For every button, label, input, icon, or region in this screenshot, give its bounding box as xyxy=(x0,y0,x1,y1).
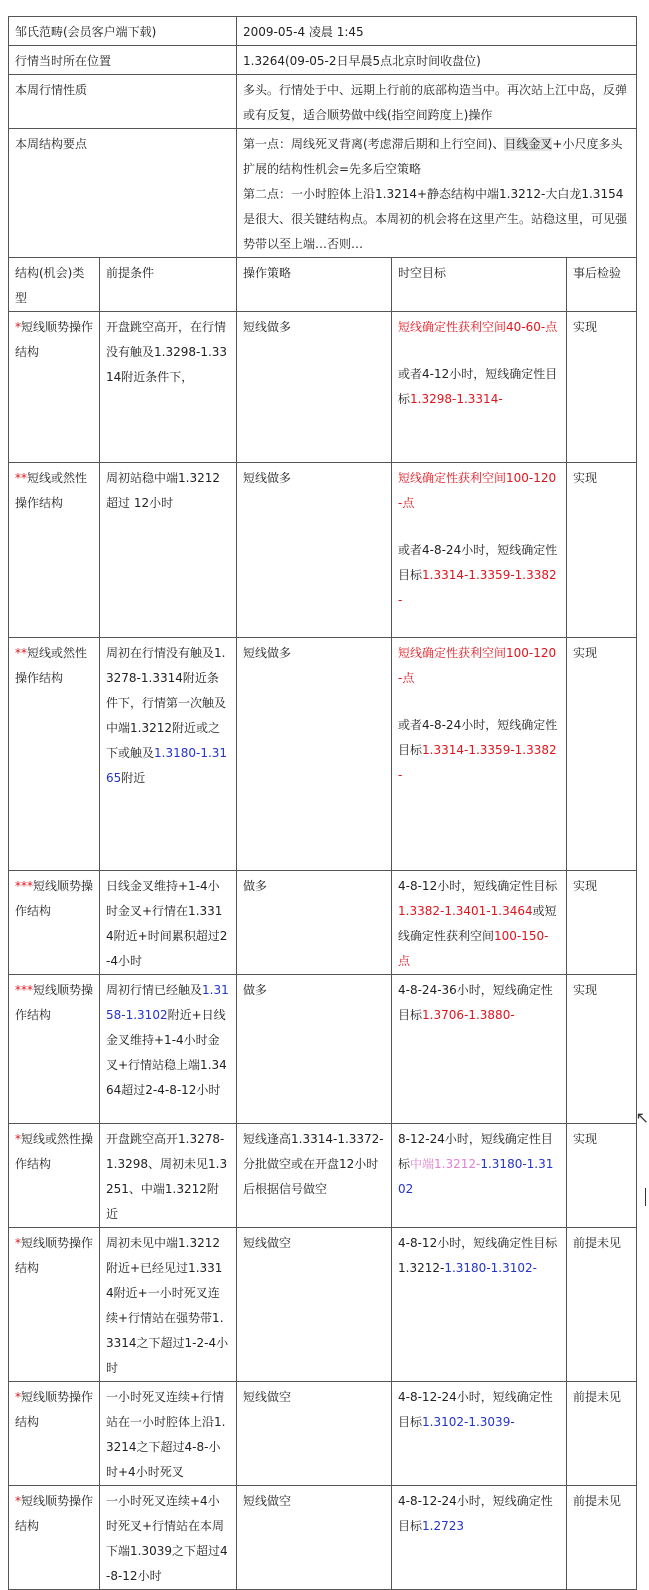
target-red-values: 1.3314-1.3359-1.3382- xyxy=(398,568,557,607)
type-text: 短线顺势操作结构 xyxy=(15,879,94,918)
target-text: 4-8-24-36小时，短线确定性目标 xyxy=(398,983,553,1022)
row-check: 实现 xyxy=(567,1124,637,1228)
points-value xyxy=(237,129,637,258)
row-check: 实现 xyxy=(567,312,637,463)
row-check: 前提未见 xyxy=(567,1228,637,1382)
table-row xyxy=(9,463,637,638)
target-red: 短线确定性获利空间100-120-点 xyxy=(398,471,557,510)
row-type xyxy=(9,871,100,975)
col-premise: 前提条件 xyxy=(100,258,237,312)
row-type xyxy=(9,1228,100,1382)
text-cursor-icon xyxy=(645,1188,649,1206)
premise-text: 周初未见中端1.3212附近+已经见过1.3314附近+一小时死叉连续+行情站在强势带1.3314之下超过1-2-4小时 xyxy=(106,1236,229,1375)
row-check: 实现 xyxy=(567,975,637,1124)
table-row xyxy=(9,638,637,871)
table-row xyxy=(9,871,637,975)
row-strategy: 短线做多 xyxy=(237,638,392,871)
type-text: 短线顺势操作结构 xyxy=(15,983,94,1022)
row-target xyxy=(392,1124,567,1228)
premise-text: 一小时死叉连续+行情站在一小时腔体上沿1.3214之下超过4-8-小时+4小时死叉 xyxy=(106,1390,226,1479)
target-text: 或者4-8-24小时，短线确定性目标 xyxy=(398,543,558,582)
nature-value: 多头。行情处于中、远期上行前的底部构造当中。再次站上江中岛，反弹或有反复，适合顺势做中线(指空间跨度上)操作 xyxy=(237,75,637,129)
premise-text: 周初行情已经触及 xyxy=(106,983,203,997)
analysis-table xyxy=(8,16,637,1590)
row-strategy: 短线做空 xyxy=(237,1228,392,1382)
row-strategy: 短线做空 xyxy=(237,1486,392,1590)
point1-a: 第一点：周线死叉背离(考虑滞后期和上行空间)、 xyxy=(243,137,505,151)
row-check: 前提未见 xyxy=(567,1486,637,1590)
table-row xyxy=(9,1228,637,1382)
type-text: 短线顺势操作结构 xyxy=(15,1236,94,1275)
row-premise xyxy=(100,638,237,871)
row-target xyxy=(392,975,567,1124)
header-row-position xyxy=(9,46,637,75)
row-target xyxy=(392,871,567,975)
target-text-b: 或短线确定性获利空间 xyxy=(398,904,557,943)
row-premise xyxy=(100,975,237,1124)
row-strategy: 短线逢高1.3314-1.3372-分批做空或在开盘12小时后根据信号做空 xyxy=(237,1124,392,1228)
star-rating: * xyxy=(15,1236,21,1250)
star-rating: * xyxy=(15,1390,21,1404)
star-rating: *** xyxy=(15,983,33,997)
premise-text: 一小时死叉连续+4小时死叉+行情站在本周下端1.3039之下超过4-8-12小时 xyxy=(106,1494,228,1583)
type-text: 短线顺势操作结构 xyxy=(15,320,94,359)
row-target xyxy=(392,1382,567,1486)
row-premise xyxy=(100,1382,237,1486)
target-red: 1.3706-1.3880- xyxy=(422,1008,515,1022)
row-target xyxy=(392,1486,567,1590)
row-check: 实现 xyxy=(567,871,637,975)
row-premise xyxy=(100,1124,237,1228)
target-blue: 1.2723 xyxy=(422,1519,465,1533)
row-strategy: 做多 xyxy=(237,871,392,975)
position-value: 1.3264(09-05-2日早晨5点北京时间收盘位) xyxy=(237,46,637,75)
premise-text-end: 附近+日线金叉维持+1-4小时金叉+行情站稳上端1.3464超过2-4-8-12小时 xyxy=(106,1008,227,1097)
target-text: 或者4-8-24小时，短线确定性目标 xyxy=(398,718,558,757)
star-rating: ** xyxy=(15,646,27,660)
target-text: 8-12-24小时，短线确定性目标 xyxy=(398,1132,553,1171)
row-check: 前提未见 xyxy=(567,1382,637,1486)
row-premise xyxy=(100,463,237,638)
target-text: 4-8-12小时，短线确定性目标1.3212- xyxy=(398,1236,558,1275)
row-premise xyxy=(100,1228,237,1382)
header-row-nature xyxy=(9,75,637,129)
row-premise xyxy=(100,312,237,463)
row-premise xyxy=(100,1486,237,1590)
type-text: 短线或然性操作结构 xyxy=(15,471,88,510)
author-label: 邹氏范畴(会员客户端下载) xyxy=(9,17,237,46)
points-label: 本周结构要点 xyxy=(9,129,237,258)
star-rating: * xyxy=(15,1132,21,1146)
table-row xyxy=(9,1486,637,1590)
star-rating: *** xyxy=(15,879,33,893)
premise-text: 周初站稳中端1.3212超过 12小时 xyxy=(106,471,220,510)
target-red: 短线确定性获利空间100-120-点 xyxy=(398,646,557,685)
row-target xyxy=(392,312,567,463)
row-type xyxy=(9,1486,100,1590)
point1-highlight: 日线金叉 xyxy=(504,137,553,151)
row-strategy: 短线做多 xyxy=(237,463,392,638)
target-red-values: 1.3314-1.3359-1.3382- xyxy=(398,743,557,782)
row-target xyxy=(392,463,567,638)
premise-blue: 1.3180-1.3165 xyxy=(106,746,228,785)
table-row xyxy=(9,1124,637,1228)
target-text: 或者4-12小时，短线确定性目标 xyxy=(398,367,558,406)
type-text: 短线顺势操作结构 xyxy=(15,1390,94,1429)
col-strategy: 操作策略 xyxy=(237,258,392,312)
point1-c: +小尺度多头扩展的结构性机会=先多后空策略 xyxy=(243,137,623,176)
premise-blue: 1.3158-1.3102 xyxy=(106,983,229,1022)
point2: 第二点：一小时腔体上沿1.3214+静态结构中端1.3212-大白龙1.3154是很大、很关键结构点。本周初的机会将在这里产生。站稳这里，可见强势带以至上端…否则… xyxy=(243,187,628,251)
premise-text: 周初在行情没有触及1.3278-1.3314附近条件下，行情第一次触及中端1.3212附近或之下或触及 xyxy=(106,646,227,760)
type-text: 短线或然性操作结构 xyxy=(15,1132,94,1171)
type-text: 短线顺势操作结构 xyxy=(15,1494,94,1533)
target-pink: 中端1.3212- xyxy=(410,1157,481,1171)
row-check: 实现 xyxy=(567,463,637,638)
row-type xyxy=(9,463,100,638)
datetime: 2009-05-4 凌晨 1:45 xyxy=(237,17,637,46)
star-rating: * xyxy=(15,320,21,334)
row-type xyxy=(9,1382,100,1486)
target-red: 1.3382-1.3401-1.3464 xyxy=(398,904,533,918)
col-check: 事后检验 xyxy=(567,258,637,312)
target-text: 4-8-12小时，短线确定性目标 xyxy=(398,879,558,893)
target-blue: 1.3180-1.3102 xyxy=(398,1157,554,1196)
premise-text: 开盘跳空高开，在行情没有触及1.3298-1.3314附近条件下， xyxy=(106,320,228,384)
position-label: 行情当时所在位置 xyxy=(9,46,237,75)
premise-text: 开盘跳空高开1.3278-1.3298、周初未见1.3251、中端1.3212附近 xyxy=(106,1132,228,1221)
table-row xyxy=(9,975,637,1124)
target-text: 4-8-12-24小时，短线确定性目标 xyxy=(398,1390,553,1429)
row-strategy: 短线做空 xyxy=(237,1382,392,1486)
target-blue: 1.3102-1.3039- xyxy=(422,1415,515,1429)
premise-text: 日线金叉维持+1-4小时金叉+行情在1.3314附近+时间累积超过2-4小时 xyxy=(106,879,228,968)
target-blue: 1.3180-1.3102- xyxy=(444,1261,537,1275)
nature-label: 本周行情性质 xyxy=(9,75,237,129)
row-type xyxy=(9,638,100,871)
mouse-pointer-icon: ↖ xyxy=(635,1108,649,1127)
column-header-row xyxy=(9,258,637,312)
row-target xyxy=(392,638,567,871)
table-row xyxy=(9,312,637,463)
row-type xyxy=(9,975,100,1124)
type-text: 短线或然性操作结构 xyxy=(15,646,88,685)
star-rating: ** xyxy=(15,471,27,485)
header-row-points xyxy=(9,129,637,258)
target-red-values: 1.3298-1.3314- xyxy=(410,392,503,406)
row-strategy: 短线做多 xyxy=(237,312,392,463)
col-target: 时空目标 xyxy=(392,258,567,312)
row-target xyxy=(392,1228,567,1382)
target-text: 4-8-12-24小时，短线确定性目标 xyxy=(398,1494,553,1533)
premise-text-end: 附近 xyxy=(121,771,146,785)
target-red-values: 100-150-点 xyxy=(398,929,549,968)
star-rating: * xyxy=(15,1494,21,1508)
row-strategy: 做多 xyxy=(237,975,392,1124)
row-type xyxy=(9,312,100,463)
col-type: 结构(机会)类型 xyxy=(9,258,100,312)
target-red: 短线确定性获利空间40-60-点 xyxy=(398,320,558,334)
header-row-author xyxy=(9,17,637,46)
row-premise xyxy=(100,871,237,975)
table-row xyxy=(9,1382,637,1486)
row-check: 实现 xyxy=(567,638,637,871)
row-type xyxy=(9,1124,100,1228)
